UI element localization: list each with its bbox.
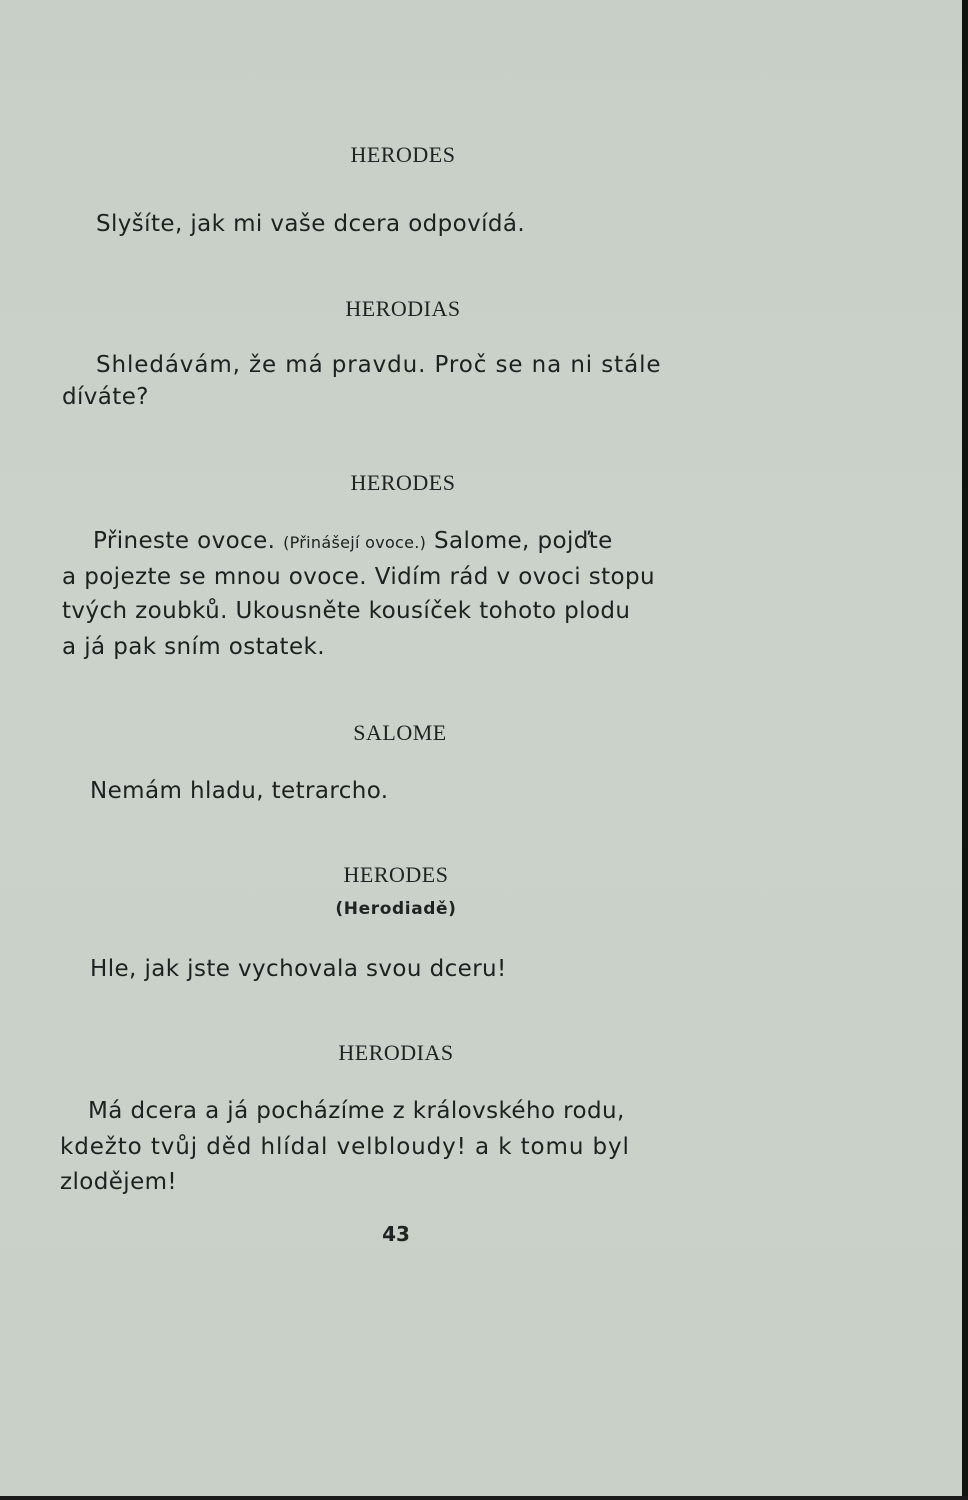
dialogue-line (93, 528, 613, 554)
speaker-herodias: HERODIAS (345, 296, 461, 321)
dialogue-line: Hle, jak jste vychovala svou dceru! (90, 956, 507, 982)
speaker-herodes: HERODES (350, 470, 456, 495)
page-number: 43 (382, 1222, 410, 1246)
page-edge-shadow (962, 0, 968, 1500)
speaker-salome: SALOME (353, 720, 447, 745)
dialogue-line: tvých zoubků. Ukousněte kousíček tohoto plodu (62, 598, 631, 624)
page-edge-bottom (0, 1496, 968, 1500)
speaker-herodias: HERODIAS (338, 1040, 454, 1065)
speaker-herodes: HERODES (350, 142, 456, 167)
dialogue-line: Slyšíte, jak mi vaše dcera odpovídá. (96, 211, 526, 237)
dialogue-line: a pojezte se mnou ovoce. Vidím rád v ovoci stopu (62, 564, 655, 590)
speaker-herodes: HERODES (343, 862, 449, 887)
stage-direction: (Herodiadě) (335, 899, 457, 919)
dialogue-line: Má dcera a já pocházíme z královského rodu, (88, 1098, 625, 1124)
dialogue-line: a já pak sním ostatek. (62, 634, 325, 660)
dialogue-text: Přineste ovoce. (93, 528, 284, 554)
dialogue-line: kdežto tvůj děd hlídal velbloudy! a k tomu byl (60, 1134, 630, 1160)
dialogue-line: Shledávám, že má pravdu. Proč se na ni stále (96, 352, 662, 378)
stage-direction-inline: (Přinášejí ovoce.) (283, 533, 427, 552)
dialogue-line: díváte? (62, 384, 149, 410)
dialogue-line: zlodějem! (60, 1169, 178, 1195)
dialogue-line: Nemám hladu, tetrarcho. (90, 778, 389, 804)
dialogue-text: Salome, pojďte (426, 528, 613, 554)
